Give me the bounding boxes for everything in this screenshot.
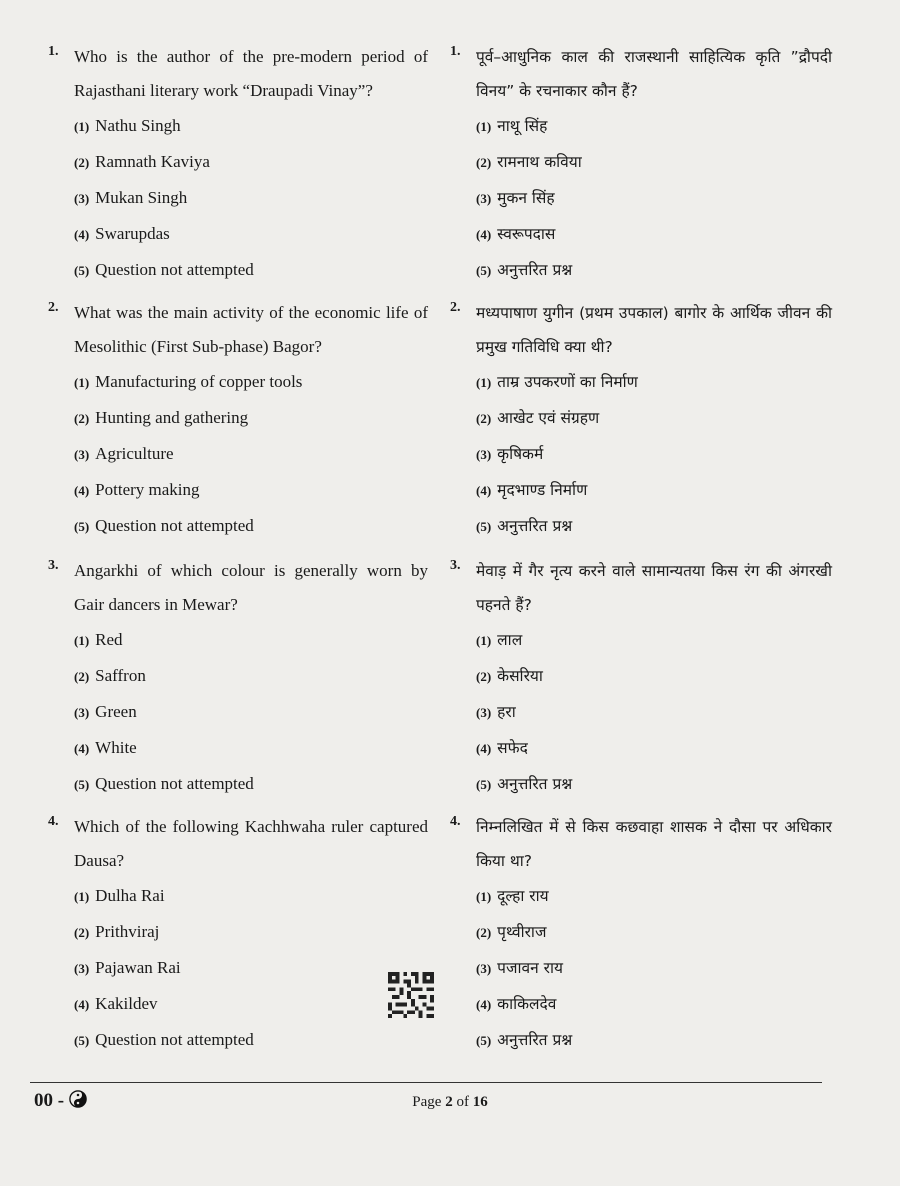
option-3: (3) पजावन राय <box>476 959 563 977</box>
page-number: Page 2 of 16 <box>412 1094 488 1110</box>
question-number: 1. <box>48 44 59 59</box>
option-2: (2) पृथ्वीराज <box>476 923 547 941</box>
option-4: (4) Kakildev <box>74 994 158 1013</box>
option-1: (1) Manufacturing of copper tools <box>74 372 303 391</box>
question-text: निम्नलिखित में से किस कछवाहा शासक ने दौसा पर अधिकार किया था? <box>476 818 832 870</box>
option-5: (5) अनुत्तरित प्रश्न <box>476 775 573 793</box>
question-text: मध्यपाषाण युगीन (प्रथम उपकाल) बागोर के आर्थिक जीवन की प्रमुख गतिविधि क्या थी? <box>476 304 832 356</box>
question-text: Who is the author of the pre-modern period of Rajasthani literary work “Draupadi Vinay”? <box>74 47 428 100</box>
option-2: (2) Ramnath Kaviya <box>74 152 210 171</box>
option-5: (5) Question not attempted <box>74 260 254 279</box>
question-number: 2. <box>48 300 59 315</box>
question-text: Angarkhi of which colour is generally worn by Gair dancers in Mewar? <box>74 561 428 614</box>
option-4: (4) स्वरूपदास <box>476 225 556 243</box>
question-1-hindi <box>450 40 832 288</box>
option-5: (5) अनुत्तरित प्रश्न <box>476 261 573 279</box>
option-3: (3) Agriculture <box>74 444 174 463</box>
option-5: (5) अनुत्तरित प्रश्न <box>476 1031 573 1049</box>
question-text: मेवाड़ में गैर नृत्य करने वाले सामान्यतया किस रंग की अंगरखी पहनते हैं? <box>476 562 832 614</box>
option-4: (4) Swarupdas <box>74 224 170 243</box>
option-2: (2) Saffron <box>74 666 146 685</box>
english-column <box>48 40 428 1049</box>
footer-divider <box>30 1082 822 1083</box>
question-number: 3. <box>48 558 59 573</box>
option-5: (5) Question not attempted <box>74 1030 254 1049</box>
option-3: (3) मुकन सिंह <box>476 189 555 207</box>
qr-code-icon <box>388 972 434 1018</box>
option-1: (1) Dulha Rai <box>74 886 165 905</box>
question-number: 2. <box>450 300 461 315</box>
option-1: (1) ताम्र उपकरणों का निर्माण <box>476 373 638 391</box>
option-1: (1) लाल <box>476 631 523 649</box>
option-5: (5) Question not attempted <box>74 774 254 793</box>
question-number: 4. <box>48 814 59 829</box>
option-4: (4) White <box>74 738 137 757</box>
question-number: 3. <box>450 558 461 573</box>
option-3: (3) Mukan Singh <box>74 188 188 207</box>
option-2: (2) Prithviraj <box>74 922 160 941</box>
option-5: (5) अनुत्तरित प्रश्न <box>476 517 573 535</box>
question-text: Which of the following Kachhwaha ruler captured Dausa? <box>74 817 428 870</box>
option-5: (5) Question not attempted <box>74 516 254 535</box>
question-2-english <box>48 296 428 544</box>
option-3: (3) Pajawan Rai <box>74 958 181 977</box>
question-2-hindi <box>450 296 832 544</box>
option-4: (4) काकिलदेव <box>476 995 557 1013</box>
option-4: (4) सफेद <box>476 739 528 757</box>
question-4-english <box>48 810 428 1058</box>
question-text: What was the main activity of the economic life of Mesolithic (First Sub-phase) Bagor? <box>74 303 428 356</box>
question-number: 1. <box>450 44 461 59</box>
question-1-english <box>48 40 428 288</box>
option-3: (3) हरा <box>476 703 516 721</box>
option-2: (2) रामनाथ कविया <box>476 153 582 171</box>
option-4: (4) मृदभाण्ड निर्माण <box>476 481 588 499</box>
option-2: (2) Hunting and gathering <box>74 408 249 427</box>
question-4-hindi <box>450 810 832 1058</box>
option-2: (2) केसरिया <box>476 667 543 685</box>
question-text: पूर्व–आधुनिक काल की राजस्थानी साहित्यिक कृति ”द्रौपदी विनय” के रचनाकार कौन हैं? <box>476 48 832 100</box>
hindi-column <box>450 40 832 1049</box>
question-3-hindi <box>450 554 832 802</box>
option-1: (1) नाथू सिंह <box>476 117 548 135</box>
question-number: 4. <box>450 814 461 829</box>
option-1: (1) Red <box>74 630 123 649</box>
option-4: (4) Pottery making <box>74 480 200 499</box>
paper-code: 00 - <box>34 1090 87 1112</box>
option-3: (3) Green <box>74 702 137 721</box>
option-1: (1) दूल्हा राय <box>476 887 549 905</box>
option-1: (1) Nathu Singh <box>74 116 181 135</box>
option-3: (3) कृषिकर्म <box>476 445 544 463</box>
option-2: (2) आखेट एवं संग्रहण <box>476 409 600 427</box>
question-3-english <box>48 554 428 802</box>
